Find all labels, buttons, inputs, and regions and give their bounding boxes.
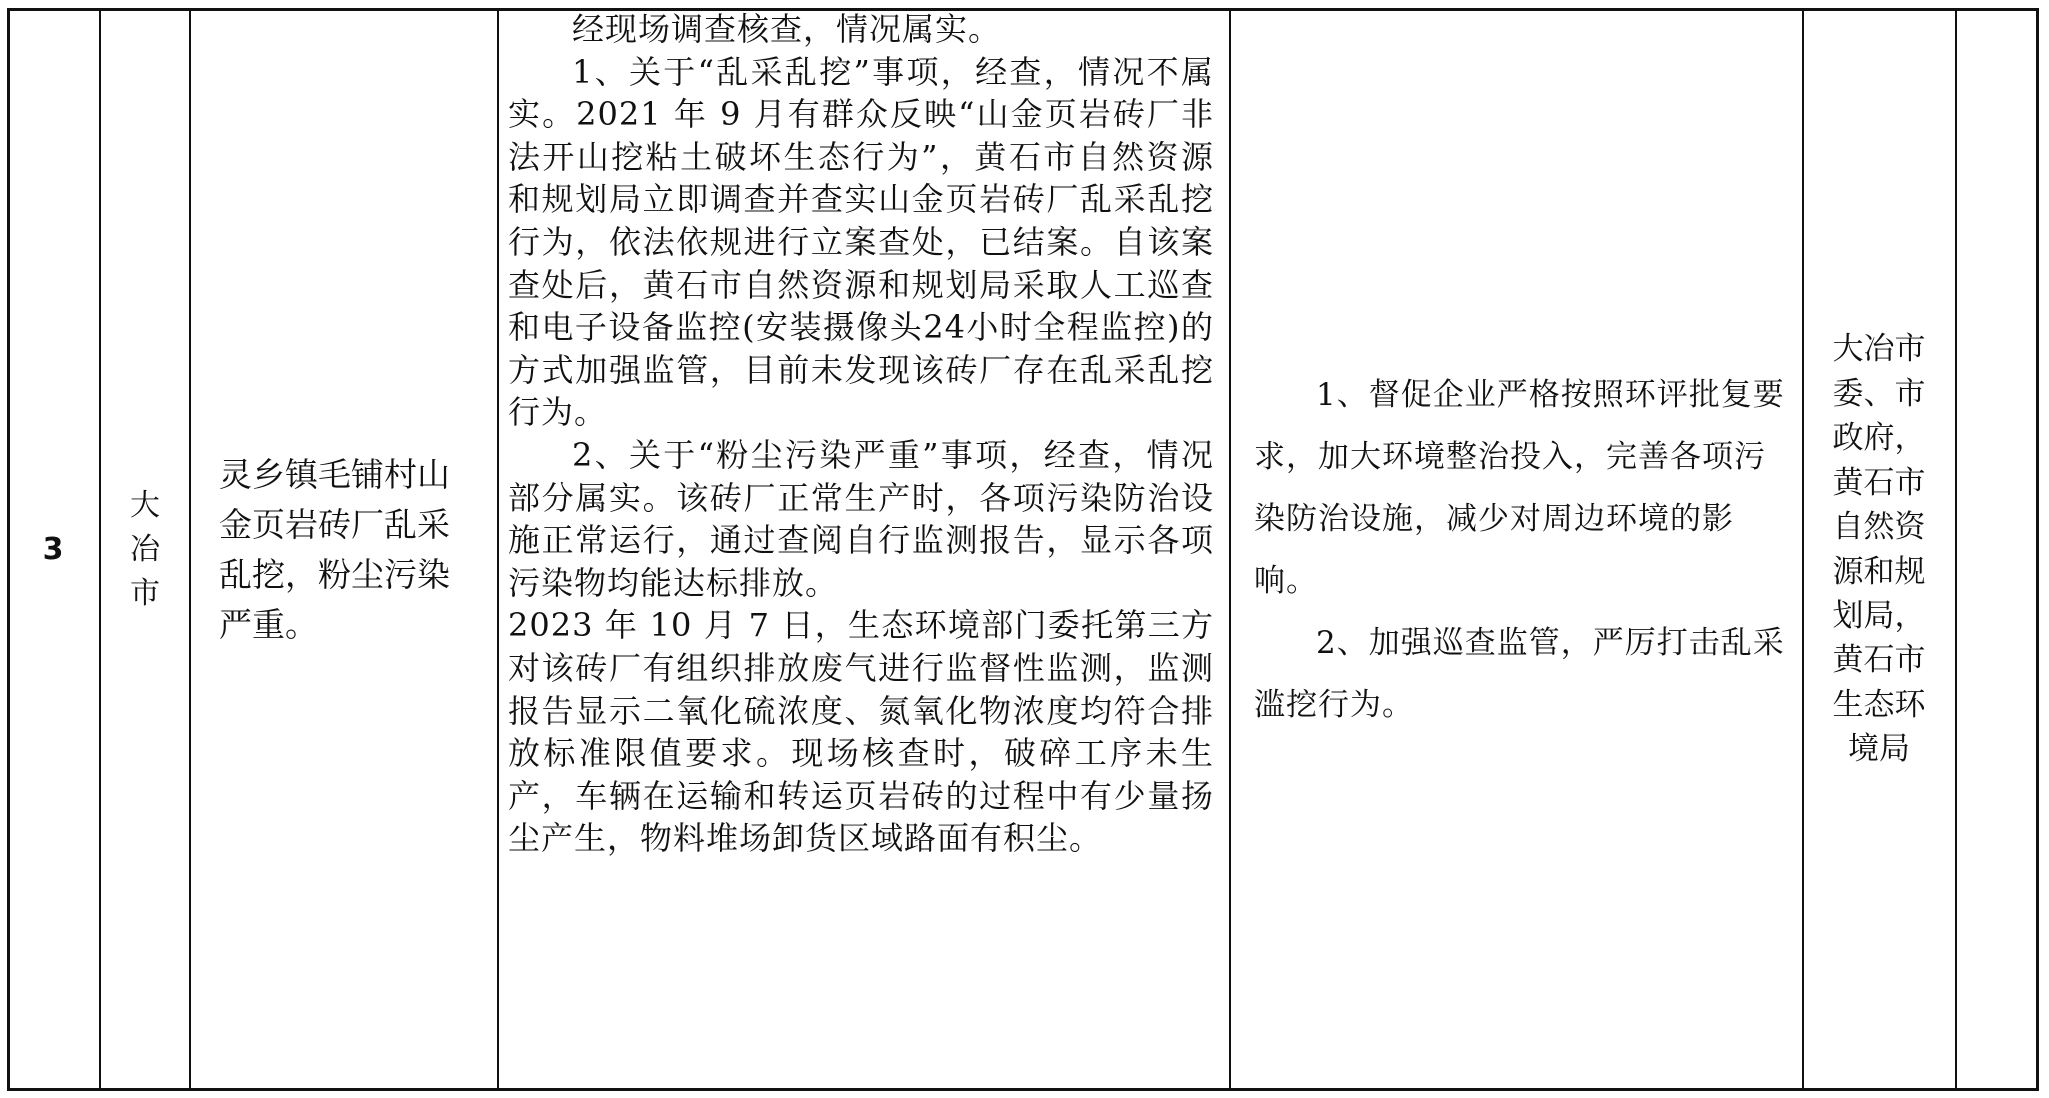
finding-paragraph: 经现场调查核查，情况属实。 — [572, 10, 1002, 48]
row-number-cell — [7, 8, 99, 1091]
column-divider — [497, 8, 499, 1091]
finding-paragraph: 1、关于“乱采乱挖”事项，经查，情况不属实。2021 年 9 月有群众反映“山金页岩砖厂非法开山挖粘土破坏生态行为”，黄石市自然资源和规划局立即调查并查实山金页岩砖厂乱采乱挖行为，依法依规进行立案查处，已结案。自该案查处后，黄石市自然资源和规划局采取人工巡查和电子设备监控(安装摄像头24小时全程监控)的方式加强监管，目前未发现该砖厂存在乱采乱挖行为。 — [508, 52, 1214, 432]
responsible-units: 大冶市委、市政府，黄石市自然资源和规划局，黄石市生态环境局 — [1832, 331, 1926, 768]
finding-paragraph: 2、关于“粉尘污染严重”事项，经查，情况部分属实。该砖厂正常生产时，各项污染防治设施正常运行，通过查阅自行监测报告，显示各项污染物均能达标排放。 — [508, 435, 1214, 602]
finding-paragraph: 2023 年 10 月 7 日，生态环境部门委托第三方对该砖厂有组织排放废气进行监督性监测，监测报告显示二氧化硫浓度、氮氧化物浓度均符合排放标准限值要求。现场核查时，破碎工序未生产，车辆在运输和转运页岩砖的过程中有少量扬尘产生，物料堆场卸货区域路面有积尘。 — [508, 606, 1214, 858]
empty-last-cell — [1957, 8, 2039, 1091]
row-number: 3 — [42, 532, 64, 567]
region-cell — [101, 8, 189, 1091]
rectification-measures — [1254, 8, 1794, 1091]
region-name: 大冶市 — [130, 487, 160, 611]
issue-text: 灵乡镇毛铺村山金页岩砖厂乱采乱挖，粉尘污染严重。 — [219, 454, 450, 644]
measure-item: 2、加强巡查监管，严厉打击乱采滥挖行为。 — [1254, 624, 1785, 723]
responsible-units-cell — [1804, 8, 1954, 1091]
column-divider — [1229, 8, 1231, 1091]
measure-item: 1、督促企业严格按照环评批复要求，加大环境整治投入，完善各项污染防治设施，减少对周边环境的影响。 — [1254, 376, 1785, 599]
issue-cell — [191, 8, 497, 1091]
investigation-findings — [508, 8, 1214, 860]
